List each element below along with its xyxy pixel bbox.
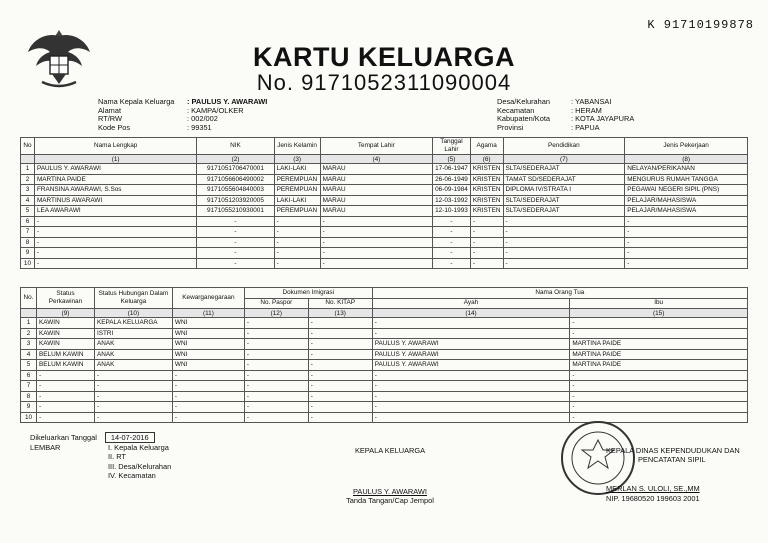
table-cell: -	[320, 248, 433, 259]
table-cell: FRANSINA AWARAWI, S.Sos	[34, 185, 196, 196]
table-cell: PELAJAR/MAHASISWA	[625, 206, 748, 217]
table-cell: -	[372, 412, 570, 423]
column-header: Ibu	[570, 298, 748, 309]
table-cell: ANAK	[94, 339, 172, 350]
table-cell: 3	[21, 339, 37, 350]
family-members-table	[20, 137, 748, 269]
header-value: : 002/002	[187, 114, 218, 124]
table-cell: WNI	[172, 349, 244, 360]
table-cell: -	[34, 216, 196, 227]
column-header: Tanggal Lahir	[433, 138, 471, 155]
column-header: Status Hubungan Dalam Keluarga	[94, 288, 172, 309]
table-row	[21, 164, 748, 175]
document-number: No. 9171052311090004	[256, 70, 512, 95]
table-cell: DIPLOMA IV/STRATA I	[503, 185, 625, 196]
column-code-row	[21, 309, 748, 318]
table-cell: SLTA/SEDERAJAT	[503, 195, 625, 206]
table-cell: LAKI-LAKI	[274, 195, 320, 206]
table-cell: -	[320, 216, 433, 227]
table-cell: 5	[21, 360, 37, 371]
table-row	[21, 391, 748, 402]
header-value: : KOTA JAYAPURA	[571, 114, 635, 124]
table-cell: 9	[21, 248, 35, 259]
table-cell: -	[470, 258, 503, 269]
table-cell: KRISTEN	[470, 206, 503, 217]
official-title: PENCATATAN SIPIL	[638, 455, 706, 465]
table-cell: -	[625, 227, 748, 238]
official-nip: NIP. 19680520 199603 2001	[606, 493, 700, 503]
table-cell: -	[570, 391, 748, 402]
table-cell: -	[36, 402, 94, 413]
table-cell: -	[570, 402, 748, 413]
table-cell: -	[320, 237, 433, 248]
table-cell: -	[372, 328, 570, 339]
table-cell: 8	[21, 391, 37, 402]
column-code: (1)	[34, 155, 196, 164]
table-cell: KAWIN	[36, 328, 94, 339]
table-cell: 7	[21, 381, 37, 392]
table-cell: -	[372, 370, 570, 381]
table-cell: 6	[21, 370, 37, 381]
table-cell: 12-03-1992	[433, 195, 471, 206]
column-header: Nama Orang Tua	[372, 288, 747, 299]
table-cell: 9171056606490002	[197, 174, 274, 185]
lembar-item: IV. Kecamatan	[108, 470, 156, 480]
table-cell: -	[172, 391, 244, 402]
table-cell: -	[172, 412, 244, 423]
column-header: Jenis Kelamin	[274, 138, 320, 155]
column-code: (14)	[372, 309, 570, 318]
column-code	[21, 155, 35, 164]
table-cell: KRISTEN	[470, 164, 503, 175]
table-cell: MARAU	[320, 195, 433, 206]
table-cell: -	[244, 318, 308, 329]
table-cell: -	[244, 370, 308, 381]
table-row	[21, 349, 748, 360]
table-cell: -	[570, 328, 748, 339]
table-cell: -	[274, 216, 320, 227]
table-cell: 4	[21, 195, 35, 206]
table-cell: -	[172, 381, 244, 392]
column-header: No. KITAP	[308, 298, 372, 309]
header-left-block	[98, 98, 267, 132]
table-cell: -	[197, 258, 274, 269]
table-cell: -	[274, 248, 320, 259]
table-cell: MARAU	[320, 206, 433, 217]
table-cell: 06-09-1984	[433, 185, 471, 196]
table-cell: -	[34, 237, 196, 248]
table-cell: -	[372, 381, 570, 392]
table-cell: PEREMPUAN	[274, 206, 320, 217]
table-row	[21, 227, 748, 238]
table-cell: MARTINA PAIDE	[570, 339, 748, 350]
table-cell: -	[308, 370, 372, 381]
table-cell: -	[308, 381, 372, 392]
lembar-label: LEMBAR	[30, 443, 61, 453]
header-value: : PAULUS Y. AWARAWI	[187, 97, 268, 106]
table-cell: -	[503, 216, 625, 227]
column-code: (2)	[197, 155, 274, 164]
header-label: Nama Kepala Keluarga	[98, 97, 175, 106]
header-value: : HERAM	[571, 105, 602, 115]
column-header: Agama	[470, 138, 503, 155]
column-header: Ayah	[372, 298, 570, 309]
column-code: (15)	[570, 309, 748, 318]
table-cell: 7	[21, 227, 35, 238]
table-cell: PEREMPUAN	[274, 185, 320, 196]
table-cell: -	[308, 391, 372, 402]
table-cell: MARAU	[320, 185, 433, 196]
table-row	[21, 174, 748, 185]
column-code-row	[21, 155, 748, 164]
table-cell: -	[172, 402, 244, 413]
table-cell: PAULUS Y. AWARAWI	[372, 360, 570, 371]
column-code: (6)	[470, 155, 503, 164]
table-cell: -	[244, 349, 308, 360]
column-header: Dokumen Imigrasi	[244, 288, 372, 299]
table-cell: NELAYAN/PERIKANAN	[625, 164, 748, 175]
table-cell: -	[36, 381, 94, 392]
table-cell: 26-06-1949	[433, 174, 471, 185]
issue-block	[30, 432, 171, 480]
table-cell: -	[570, 318, 748, 329]
table-row	[21, 339, 748, 350]
header-label: Kode Pos	[98, 122, 131, 132]
table-cell: -	[308, 328, 372, 339]
header-value: : KAMPA/OLKER	[187, 105, 244, 115]
table-cell: MARAU	[320, 164, 433, 175]
table-cell: 4	[21, 349, 37, 360]
table-cell: -	[503, 248, 625, 259]
table-cell: -	[503, 237, 625, 248]
table-cell: 10	[21, 412, 37, 423]
table-cell: WNI	[172, 360, 244, 371]
table-cell: 8	[21, 237, 35, 248]
column-code: (5)	[433, 155, 471, 164]
table-cell: -	[197, 237, 274, 248]
header-value: : 99351	[187, 122, 212, 132]
table-cell: -	[320, 258, 433, 269]
table-cell: 9171051706470001	[197, 164, 274, 175]
table-row	[21, 206, 748, 217]
table-cell: 1	[21, 164, 35, 175]
table-cell: -	[433, 237, 471, 248]
header-label: RT/RW	[98, 114, 122, 124]
table-cell: KRISTEN	[470, 174, 503, 185]
table-cell: -	[320, 227, 433, 238]
column-header: Kewarganegaraan	[172, 288, 244, 309]
table-cell: -	[308, 349, 372, 360]
table-cell: -	[372, 402, 570, 413]
table-header-row	[21, 288, 748, 299]
table-cell: ANAK	[94, 349, 172, 360]
column-code: (4)	[320, 155, 433, 164]
table-cell: 9171055604840003	[197, 185, 274, 196]
table-cell: -	[470, 237, 503, 248]
table-cell: PAULUS Y. AWARAWI	[372, 339, 570, 350]
table-row	[21, 258, 748, 269]
table-cell: -	[570, 370, 748, 381]
table-cell: 1	[21, 318, 37, 329]
table-cell: PEGAWAI NEGERI SIPIL (PNS)	[625, 185, 748, 196]
table-row	[21, 381, 748, 392]
table-cell: -	[503, 227, 625, 238]
table-cell: WNI	[172, 339, 244, 350]
table-cell: 10	[21, 258, 35, 269]
table-cell: TAMAT SD/SEDERAJAT	[503, 174, 625, 185]
table-cell: -	[94, 402, 172, 413]
official-block	[606, 446, 746, 503]
table-cell: KEPALA KELUARGA	[94, 318, 172, 329]
table-cell: -	[244, 402, 308, 413]
column-code: (7)	[503, 155, 625, 164]
family-status-table	[20, 287, 748, 423]
table-cell: -	[433, 216, 471, 227]
table-cell: 12-10-1993	[433, 206, 471, 217]
column-header: Jenis Pekerjaan	[625, 138, 748, 155]
column-header: Pendidikan	[503, 138, 625, 155]
table-cell: -	[34, 248, 196, 259]
table-cell: 2	[21, 174, 35, 185]
table-cell: LAKI-LAKI	[274, 164, 320, 175]
header-label: Desa/Kelurahan	[497, 97, 551, 106]
column-header: Status Perkawinan	[36, 288, 94, 309]
header-label: Alamat	[98, 105, 122, 115]
table-cell: -	[94, 370, 172, 381]
table-cell: 5	[21, 206, 35, 217]
table-cell: -	[244, 391, 308, 402]
table-cell: -	[36, 412, 94, 423]
kk-signature-caption: Tanda Tangan/Cap Jempol	[346, 496, 434, 506]
table-row	[21, 248, 748, 259]
table-cell: 6	[21, 216, 35, 227]
table-row	[21, 318, 748, 329]
table-cell: -	[172, 370, 244, 381]
table-cell: LEA AWARAWI	[34, 206, 196, 217]
column-header: No.	[21, 288, 37, 309]
column-code	[21, 309, 37, 318]
lembar-item: III. Desa/Kelurahan	[108, 461, 172, 471]
column-header: No	[21, 138, 35, 155]
table-cell: -	[372, 318, 570, 329]
table-cell: KRISTEN	[470, 185, 503, 196]
table-cell: -	[197, 248, 274, 259]
lembar-item: II. RT	[108, 452, 126, 462]
table-cell: -	[433, 227, 471, 238]
serial-number: K 91710199878	[647, 18, 754, 32]
table-cell: -	[625, 248, 748, 259]
table-cell: WNI	[172, 318, 244, 329]
column-code: (10)	[94, 309, 172, 318]
issued-date: 14-07-2016	[105, 432, 155, 443]
official-name: MERLAN S. ULOLI, SE.,MM	[606, 484, 700, 494]
table-cell: -	[625, 258, 748, 269]
column-header: NIK	[197, 138, 274, 155]
column-code: (13)	[308, 309, 372, 318]
table-cell: -	[433, 258, 471, 269]
header-value: : YABANSAI	[571, 97, 612, 106]
kk-signature-title: KEPALA KELUARGA	[354, 446, 426, 455]
table-cell: -	[433, 248, 471, 259]
table-cell: MENGURUS RUMAH TANGGA	[625, 174, 748, 185]
table-cell: -	[625, 216, 748, 227]
table-cell: -	[36, 370, 94, 381]
table-cell: -	[94, 391, 172, 402]
column-code: (8)	[625, 155, 748, 164]
table-cell: -	[308, 412, 372, 423]
table-row	[21, 328, 748, 339]
table-cell: -	[274, 237, 320, 248]
table-cell: -	[470, 248, 503, 259]
table-cell: -	[244, 339, 308, 350]
table-cell: MARTINA PAIDE	[34, 174, 196, 185]
table-cell: -	[244, 360, 308, 371]
table-cell: PELAJAR/MAHASISWA	[625, 195, 748, 206]
header-value: : PAPUA	[571, 122, 600, 132]
column-code: (12)	[244, 309, 308, 318]
table-cell: -	[570, 412, 748, 423]
table-header-row	[21, 138, 748, 155]
head-of-family-block	[320, 446, 460, 506]
table-row	[21, 370, 748, 381]
table-cell: KAWIN	[36, 339, 94, 350]
header-row	[98, 107, 267, 116]
table-row	[21, 195, 748, 206]
table-cell: SLTA/SEDERAJAT	[503, 206, 625, 217]
table-cell: -	[570, 381, 748, 392]
table-cell: PAULUS Y. AWARAWI	[372, 349, 570, 360]
table-cell: -	[34, 258, 196, 269]
column-header: Tempat Lahir	[320, 138, 433, 155]
table-cell: -	[197, 227, 274, 238]
column-code: (3)	[274, 155, 320, 164]
table-cell: MARAU	[320, 174, 433, 185]
table-row	[21, 237, 748, 248]
table-cell: -	[625, 237, 748, 248]
table-cell: -	[94, 381, 172, 392]
table-cell: ISTRI	[94, 328, 172, 339]
table-cell: 9	[21, 402, 37, 413]
table-row	[21, 216, 748, 227]
table-cell: -	[470, 227, 503, 238]
header-right-block	[497, 98, 634, 132]
table-cell: MARTINA PAIDE	[570, 360, 748, 371]
table-cell: -	[244, 412, 308, 423]
table-cell: KAWIN	[36, 318, 94, 329]
table-cell: -	[274, 258, 320, 269]
table-cell: MARTINUS AWARAWI	[34, 195, 196, 206]
table-cell: 17-06-1947	[433, 164, 471, 175]
table-cell: -	[36, 391, 94, 402]
table-cell: BELUM KAWIN	[36, 349, 94, 360]
issued-label: Dikeluarkan Tanggal	[30, 433, 97, 442]
header-label: Kabupaten/Kota	[497, 114, 551, 124]
header-row	[497, 124, 634, 133]
table-row	[21, 185, 748, 196]
document-title: KARTU KELUARGA	[253, 42, 515, 72]
table-cell: PEREMPUAN	[274, 174, 320, 185]
table-cell: 9171055210930001	[197, 206, 274, 217]
official-title: KEPALA DINAS KEPENDUDUKAN DAN	[606, 446, 740, 455]
table-cell: -	[308, 318, 372, 329]
lembar-item: I. Kepala Keluarga	[108, 443, 169, 453]
table-cell: -	[197, 216, 274, 227]
column-header: No. Paspor	[244, 298, 308, 309]
table-cell: 9171051203920005	[197, 195, 274, 206]
table-row	[21, 412, 748, 423]
table-cell: -	[94, 412, 172, 423]
table-cell: SLTA/SEDERAJAT	[503, 164, 625, 175]
table-cell: 3	[21, 185, 35, 196]
table-cell: -	[34, 227, 196, 238]
column-code: (11)	[172, 309, 244, 318]
column-code: (9)	[36, 309, 94, 318]
header-row	[98, 124, 267, 133]
table-cell: -	[503, 258, 625, 269]
table-cell: -	[308, 339, 372, 350]
table-row	[21, 360, 748, 371]
table-cell: -	[308, 360, 372, 371]
header-label: Kecamatan	[497, 105, 535, 115]
table-cell: -	[244, 381, 308, 392]
table-cell: -	[244, 328, 308, 339]
header-label: Provinsi	[497, 122, 524, 132]
table-cell: MARTINA PAIDE	[570, 349, 748, 360]
table-cell: -	[372, 391, 570, 402]
table-cell: BELUM KAWIN	[36, 360, 94, 371]
table-cell: -	[470, 216, 503, 227]
table-cell: 2	[21, 328, 37, 339]
table-cell: -	[274, 227, 320, 238]
table-cell: -	[308, 402, 372, 413]
table-cell: PAULUS Y. AWARAWI	[34, 164, 196, 175]
kk-signature-name: PAULUS Y. AWARAWI	[353, 487, 427, 497]
table-cell: ANAK	[94, 360, 172, 371]
column-header: Nama Lengkap	[34, 138, 196, 155]
table-row	[21, 402, 748, 413]
table-cell: KRISTEN	[470, 195, 503, 206]
table-cell: WNI	[172, 328, 244, 339]
